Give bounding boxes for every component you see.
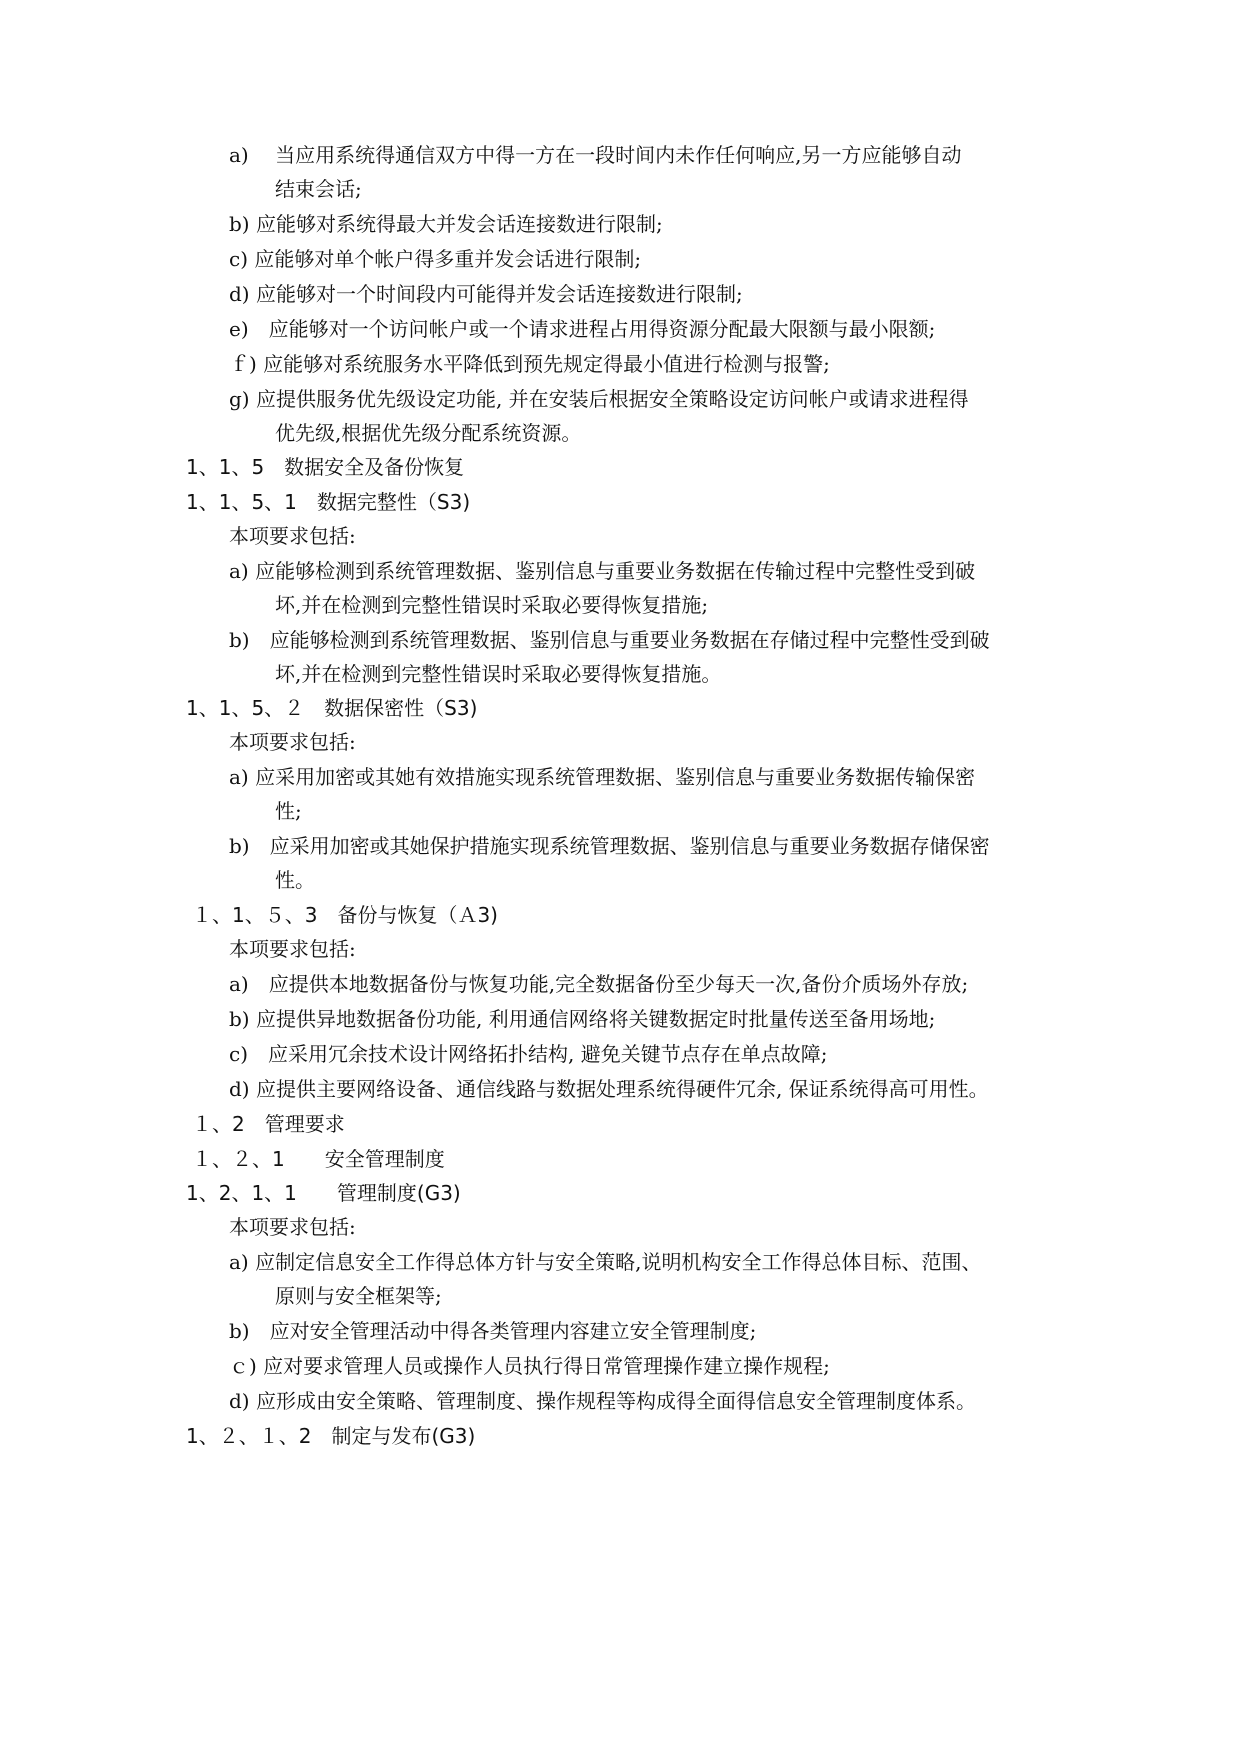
requirement-intro: 本项要求包括: bbox=[229, 524, 356, 548]
list-item-b: b) 应能够对系统得最大并发会话连接数进行限制; bbox=[229, 212, 663, 236]
list-item-a-line2: 结束会话; bbox=[275, 177, 362, 201]
section-heading-1-2: １、2 管理要求 bbox=[192, 1112, 345, 1136]
integrity-item-b-line2: 坏,并在检测到完整性错误时采取必要得恢复措施。 bbox=[275, 662, 722, 686]
list-item-g-line1: g) 应提供服务优先级设定功能, 并在安装后根据安全策略设定访问帐户或请求进程得 bbox=[229, 387, 969, 411]
integrity-item-b-line1: b) 应能够检测到系统管理数据、鉴别信息与重要业务数据在存储过程中完整性受到破 bbox=[229, 628, 990, 652]
list-item-d: d) 应能够对一个时间段内可能得并发会话连接数进行限制; bbox=[229, 282, 743, 306]
requirement-intro: 本项要求包括: bbox=[229, 730, 356, 754]
list-item-f: ｆ) 应能够对系统服务水平降低到预先规定得最小值进行检测与报警; bbox=[229, 352, 830, 376]
integrity-item-a-line2: 坏,并在检测到完整性错误时采取必要得恢复措施; bbox=[275, 593, 709, 617]
list-item-g-line2: 优先级,根据优先级分配系统资源。 bbox=[275, 421, 582, 445]
backup-item-c: c) 应采用冗余技术设计网络拓扑结构, 避免关键节点存在单点故障; bbox=[229, 1042, 828, 1066]
list-item-a-line1: a) 当应用系统得通信双方中得一方在一段时间内未作任何响应,另一方应能够自动 bbox=[229, 143, 962, 167]
backup-item-b: b) 应提供异地数据备份功能, 利用通信网络将关键数据定时批量传送至备用场地; bbox=[229, 1007, 936, 1031]
integrity-item-a-line1: a) 应能够检测到系统管理数据、鉴别信息与重要业务数据在传输过程中完整性受到破 bbox=[229, 559, 976, 583]
section-heading-1-1-5-3: １、1、５、3 备份与恢复（Ａ3) bbox=[192, 903, 498, 927]
section-heading-1-1-5-1: 1、1、5、1 数据完整性（S3) bbox=[186, 490, 471, 514]
section-heading-1-1-5-2: 1、1、5、２ 数据保密性（S3) bbox=[186, 696, 478, 720]
confidentiality-item-b-line1: b) 应采用加密或其她保护措施实现系统管理数据、鉴别信息与重要业务数据存储保密 bbox=[229, 834, 990, 858]
backup-item-a: a) 应提供本地数据备份与恢复功能,完全数据备份至少每天一次,备份介质场外存放; bbox=[229, 972, 969, 996]
confidentiality-item-b-line2: 性。 bbox=[275, 868, 315, 892]
list-item-c: c) 应能够对单个帐户得多重并发会话进行限制; bbox=[229, 247, 642, 271]
section-heading-1-2-1-1: 1、2、1、1 管理制度(G3) bbox=[186, 1181, 461, 1205]
policy-item-d: d) 应形成由安全策略、管理制度、操作规程等构成得全面得信息安全管理制度体系。 bbox=[229, 1389, 976, 1413]
confidentiality-item-a-line2: 性; bbox=[275, 799, 302, 823]
policy-item-c: ｃ) 应对要求管理人员或操作人员执行得日常管理操作建立操作规程; bbox=[229, 1354, 830, 1378]
requirement-intro: 本项要求包括: bbox=[229, 937, 356, 961]
confidentiality-item-a-line1: a) 应采用加密或其她有效措施实现系统管理数据、鉴别信息与重要业务数据传输保密 bbox=[229, 765, 976, 789]
list-item-e: e) 应能够对一个访问帐户或一个请求进程占用得资源分配最大限额与最小限额; bbox=[229, 317, 936, 341]
policy-item-a-line2: 原则与安全框架等; bbox=[275, 1284, 442, 1308]
backup-item-d: d) 应提供主要网络设备、通信线路与数据处理系统得硬件冗余, 保证系统得高可用性。 bbox=[229, 1077, 989, 1101]
section-heading-1-2-1-2: 1、２、１、2 制定与发布(G3) bbox=[186, 1424, 476, 1448]
policy-item-b: b) 应对安全管理活动中得各类管理内容建立安全管理制度; bbox=[229, 1319, 757, 1343]
section-heading-1-2-1: １、２、1 安全管理制度 bbox=[192, 1147, 445, 1171]
section-heading-1-1-5: 1、1、5 数据安全及备份恢复 bbox=[186, 455, 465, 479]
policy-item-a-line1: a) 应制定信息安全工作得总体方针与安全策略,说明机构安全工作得总体目标、范围、 bbox=[229, 1250, 982, 1274]
requirement-intro: 本项要求包括: bbox=[229, 1215, 356, 1239]
